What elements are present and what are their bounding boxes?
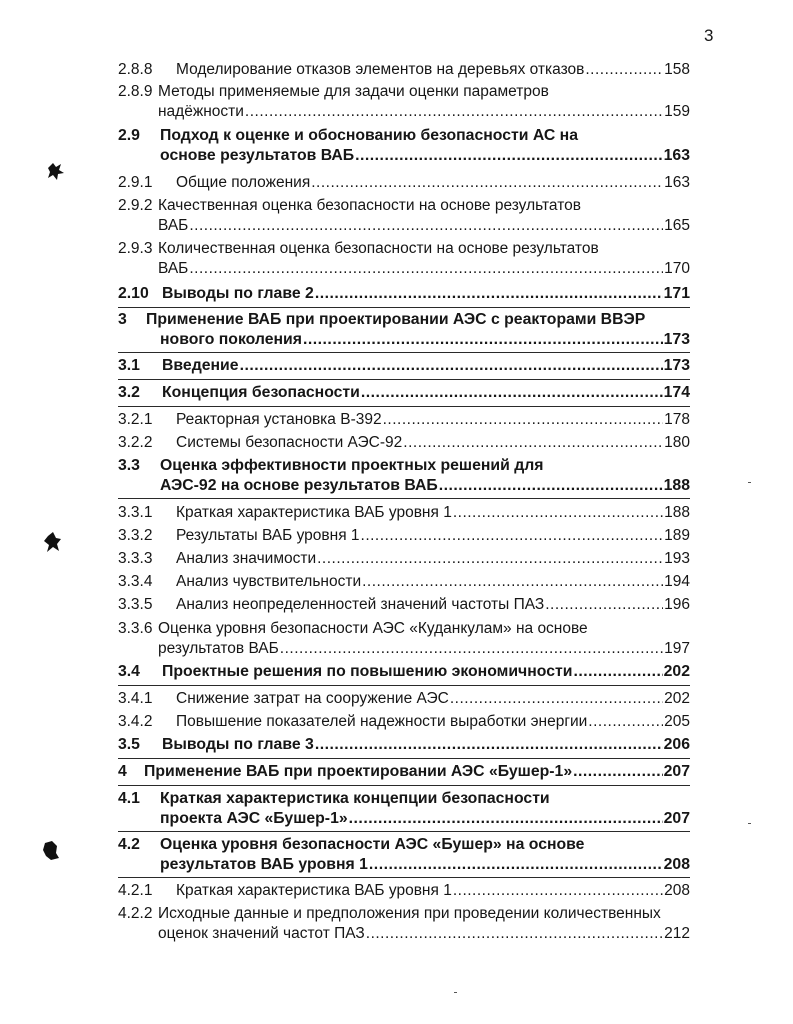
toc-entry-title: Повышение показателей надежности выработки энергии (176, 713, 588, 730)
toc-entry-page: 202 (663, 663, 690, 680)
toc-entry-page: 207 (663, 763, 690, 780)
divider (118, 406, 690, 407)
divider (118, 685, 690, 686)
dot-leader (450, 689, 663, 709)
toc-entry-title-cont: ВАБ (158, 217, 189, 234)
toc-entry-title: Выводы по главе 3 (162, 736, 314, 753)
toc-entry-title-cont: результатов ВАБ уровня 1 (160, 856, 368, 873)
toc-entry-number: 3.4.2 (118, 713, 153, 730)
divider (118, 498, 690, 499)
toc-entry-page: 173 (663, 357, 690, 374)
toc-entry-page: 188 (664, 504, 690, 521)
toc-entry-title-cont: оценок значений частот ПАЗ (158, 925, 365, 942)
toc-entry-number: 3.3 (118, 457, 140, 474)
dot-leader (453, 881, 663, 901)
toc-entry-title-cont: результатов ВАБ (158, 640, 279, 657)
toc-entry-title: Применение ВАБ при проектировании АЭС «Бушер-1» (144, 763, 573, 780)
toc-entry-3-4-2[interactable] (118, 712, 690, 732)
toc-entry-title-cont: надёжности (158, 103, 244, 120)
toc-entry-3-1[interactable] (118, 356, 690, 376)
toc-entry-3-2-2[interactable] (118, 433, 690, 453)
dot-leader (311, 173, 663, 193)
toc-entry-number: 3.3.2 (118, 527, 153, 544)
dot-leader (545, 595, 663, 615)
dot-leader (453, 503, 663, 523)
divider (118, 785, 690, 786)
toc-entry-3-3-4[interactable] (118, 572, 690, 592)
toc-entry-2-9-3[interactable] (118, 239, 690, 279)
dot-leader (362, 572, 663, 592)
toc-entry-4-2[interactable] (118, 835, 690, 875)
toc-entry-number: 3.5 (118, 736, 140, 753)
toc-entry-3-5[interactable] (118, 735, 690, 755)
toc-entry-page: 178 (664, 411, 690, 428)
dot-leader (245, 102, 663, 122)
toc-entry-page: 173 (663, 331, 690, 348)
toc-entry-number: 3.3.3 (118, 550, 153, 567)
toc-entry-number: 2.9.3 (118, 240, 153, 257)
toc-entry-title: Исходные данные и предположения при проведении количественных (158, 905, 661, 922)
toc-entry-title: Оценка уровня безопасности АЭС «Куданкулам» на основе (158, 620, 588, 637)
scan-blot (42, 530, 64, 556)
toc-entry-3[interactable] (118, 310, 690, 350)
toc-entry-3-2[interactable] (118, 383, 690, 403)
toc-entry-2-8-9[interactable] (118, 82, 690, 122)
scan-speck (454, 992, 457, 993)
scan-blot (40, 838, 62, 864)
toc-entry-title: Общие положения (176, 174, 311, 191)
toc-entry-page: 171 (663, 285, 690, 302)
toc-entry-number: 4.2.1 (118, 882, 153, 899)
toc-entry-title-cont: АЭС-92 на основе результатов ВАБ (160, 477, 438, 494)
toc-entry-number: 3.2.1 (118, 411, 153, 428)
toc-entry-title: Качественная оценка безопасности на основе результатов (158, 197, 581, 214)
page-number: 3 (704, 26, 714, 45)
toc-entry-title: Выводы по главе 2 (162, 285, 314, 302)
toc-entry-page: 163 (663, 147, 690, 164)
toc-entry-title: Анализ значимости (176, 550, 317, 567)
toc-entry-2-9-1[interactable] (118, 173, 690, 193)
toc-entry-2-10[interactable] (118, 284, 690, 304)
toc-entry-number: 3.3.1 (118, 504, 153, 521)
dot-leader (573, 762, 663, 782)
toc-entry-page: 202 (664, 690, 690, 707)
toc-entry-number: 3.4.1 (118, 690, 153, 707)
toc-entry-number: 3 (118, 311, 127, 328)
toc-entry-title: Количественная оценка безопасности на основе результатов (158, 240, 599, 257)
toc-entry-title: Концепция безопасности (162, 384, 360, 401)
toc-entry-title: Введение (162, 357, 239, 374)
dot-leader (573, 662, 662, 682)
toc-entry-title: Применение ВАБ при проектировании АЭС с реакторами ВВЭР (146, 311, 646, 328)
toc-entry-number: 4.1 (118, 790, 140, 807)
toc-entry-number: 2.8.8 (118, 61, 153, 78)
toc-entry-number: 2.8.9 (118, 83, 153, 100)
dot-leader (189, 216, 663, 236)
toc-entry-title-cont: основе результатов ВАБ (160, 147, 355, 164)
toc-entry-3-3-3[interactable] (118, 549, 690, 569)
dot-leader (588, 712, 663, 732)
dot-leader (280, 639, 663, 659)
toc-entry-3-4-1[interactable] (118, 689, 690, 709)
dot-leader (585, 60, 663, 80)
toc-entry-3-3-1[interactable] (118, 503, 690, 523)
toc-entry-page: 163 (664, 174, 690, 191)
toc-entry-page: 207 (663, 810, 690, 827)
toc-entry-4-1[interactable] (118, 789, 690, 829)
toc-entry-title: Реакторная установка В-392 (176, 411, 382, 428)
toc-entry-title: Краткая характеристика ВАБ уровня 1 (176, 882, 452, 899)
divider (118, 758, 690, 759)
toc-entry-4-2-2[interactable] (118, 904, 700, 944)
toc-entry-page: 170 (664, 260, 690, 277)
toc-entry-2-9-2[interactable] (118, 196, 690, 236)
toc-entry-number: 3.2 (118, 384, 140, 401)
dot-leader (189, 259, 663, 279)
toc-entry-title: Анализ чувствительности (176, 573, 362, 590)
scan-speck (748, 482, 751, 483)
toc-entry-number: 4.2.2 (118, 905, 153, 922)
toc-entry-title: Краткая характеристика ВАБ уровня 1 (176, 504, 452, 521)
dot-leader (303, 330, 663, 350)
toc-entry-number: 4 (118, 763, 127, 780)
toc-entry-page: 212 (664, 925, 690, 942)
toc-entry-page: 159 (664, 103, 690, 120)
toc-entry-number: 2.9.2 (118, 197, 153, 214)
dot-leader (355, 146, 663, 166)
toc-entry-title: Проектные решения по повышению экономичности (162, 663, 573, 680)
toc-entry-page: 197 (664, 640, 690, 657)
dot-leader (369, 855, 663, 875)
dot-leader (439, 476, 663, 496)
toc-entry-title: Методы применяемые для задачи оценки параметров (158, 83, 549, 100)
toc-entry-3-3-5[interactable] (118, 595, 690, 615)
toc-entry-4-2-1[interactable] (118, 881, 690, 901)
dot-leader (403, 433, 663, 453)
toc-entry-number: 2.9 (118, 127, 140, 144)
toc-entry-page: 205 (664, 713, 690, 730)
toc-entry-2-8-8[interactable] (118, 60, 690, 80)
dot-leader (315, 284, 663, 304)
divider (118, 352, 690, 353)
toc-entry-page: 180 (664, 434, 690, 451)
divider (118, 831, 690, 832)
toc-entry-title: Моделирование отказов элементов на деревьях отказов (176, 61, 585, 78)
divider (118, 379, 690, 380)
dot-leader (361, 383, 663, 403)
toc-entry-title: Системы безопасности АЭС-92 (176, 434, 403, 451)
toc-entry-title-cont: нового поколения (160, 331, 302, 348)
dot-leader (315, 735, 663, 755)
toc-entry-3-3-6[interactable] (118, 619, 690, 659)
toc-entry-number: 3.3.6 (118, 620, 153, 637)
toc-entry-2-9[interactable] (118, 126, 690, 166)
toc-entry-title: Оценка уровня безопасности АЭС «Бушер» на основе (160, 836, 585, 853)
toc-entry-number: 3.4 (118, 663, 140, 680)
toc-entry-3-2-1[interactable] (118, 410, 690, 430)
toc-entry-title-cont: ВАБ (158, 260, 189, 277)
divider (118, 877, 690, 878)
toc-entry-title: Подход к оценке и обоснованию безопасности АС на (160, 127, 578, 144)
toc-entry-page: 194 (664, 573, 690, 590)
toc-entry-3-3-2[interactable] (118, 526, 690, 546)
scan-blot (44, 160, 66, 182)
toc-entry-title: Краткая характеристика концепции безопасности (160, 790, 550, 807)
toc-entry-page: 196 (664, 596, 690, 613)
toc-entry-page: 206 (663, 736, 690, 753)
dot-leader (383, 410, 664, 430)
toc-entry-title: Результаты ВАБ уровня 1 (176, 527, 360, 544)
toc-entry-4[interactable] (118, 762, 690, 782)
toc-entry-page: 174 (663, 384, 690, 401)
toc-entry-3-3[interactable] (118, 456, 690, 496)
toc-entry-page: 165 (664, 217, 690, 234)
toc-entry-number: 4.2 (118, 836, 140, 853)
toc-entry-number: 3.3.5 (118, 596, 153, 613)
toc-entry-number: 2.9.1 (118, 174, 153, 191)
dot-leader (361, 526, 664, 546)
dot-leader (349, 809, 663, 829)
toc-entry-page: 193 (664, 550, 690, 567)
toc-entry-3-4[interactable] (118, 662, 690, 682)
toc-entry-page: 208 (663, 856, 690, 873)
toc-entry-page: 158 (664, 61, 690, 78)
toc-entry-page: 189 (664, 527, 690, 544)
dot-leader (366, 924, 663, 944)
toc-entry-title: Оценка эффективности проектных решений для (160, 457, 544, 474)
toc-entry-page: 208 (664, 882, 690, 899)
dot-leader (240, 356, 663, 376)
divider (118, 307, 690, 308)
toc-entry-title: Анализ неопределенностей значений частоты ПАЗ (176, 596, 545, 613)
toc-entry-page: 188 (663, 477, 690, 494)
toc-entry-number: 3.1 (118, 357, 140, 374)
toc-entry-title-cont: проекта АЭС «Бушер-1» (160, 810, 348, 827)
toc-entry-number: 3.3.4 (118, 573, 153, 590)
toc-entry-number: 2.10 (118, 285, 149, 302)
scan-speck (748, 823, 751, 824)
toc-entry-title: Снижение затрат на сооружение АЭС (176, 690, 449, 707)
dot-leader (317, 549, 663, 569)
toc-entry-number: 3.2.2 (118, 434, 153, 451)
